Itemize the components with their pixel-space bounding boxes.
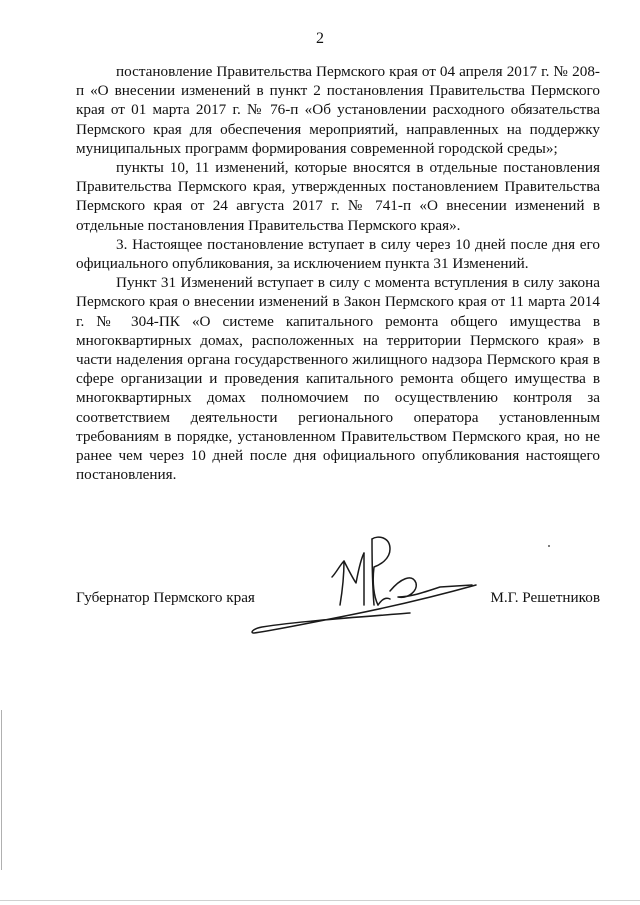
document-body	[76, 62, 600, 484]
scan-edge-line	[1, 710, 2, 870]
handwritten-signature	[240, 525, 480, 645]
paragraph-continuation: постановление Правительства Пермского края от 04 апреля 2017 г. № 208-п «О внесении изменений в пункт 2 постановления Правительства Пермского края от 01 марта 2017 г. № 76-п «Об установлении расходного обязательства Пермского края для обеспечения мероприятий, направленных на поддержку муниципальных программ формирования современной городской среды»;	[76, 63, 600, 157]
signatory-name: М.Г. Решетников	[490, 589, 600, 606]
signatory-title: Губернатор Пермского края	[76, 589, 255, 606]
scan-speck	[548, 545, 550, 547]
paragraph-items-10-11: пункты 10, 11 изменений, которые вносятся в отдельные постановления Правительства Пермского края, утвержденных постановлением Правительства Пермского края от 24 августа 2017 г. № 741-п «О внесении изменений в отдельные постановления Правительства Пермского края».	[76, 159, 600, 234]
scan-bottom-line	[0, 900, 640, 901]
page-number: 2	[316, 30, 324, 47]
paragraph-effective-date: 3. Настоящее постановление вступает в силу через 10 дней после дня его официального опубликования, за исключением пункта 31 Изменений.	[76, 235, 600, 273]
paragraph-item-31: Пункт 31 Изменений вступает в силу с момента вступления в силу закона Пермского края о внесении изменений в Закон Пермского края от 11 марта 2014 г. № 304-ПК «О системе капитального ремонта общего имущества в многоквартирных домах, расположенных на территории Пермского края» в части наделения органа государственного жилищного надзора Пермского края в сфере организации и проведения капитального ремонта общего имущества в многоквартирных домах полномочием по осуществлению контроля за соответствием деятельности регионального оператора установленным требованиям в порядке, установленном Правительством Пермского края, но не ранее чем через 10 дней после дня официального опубликования настоящего постановления.	[76, 274, 600, 484]
